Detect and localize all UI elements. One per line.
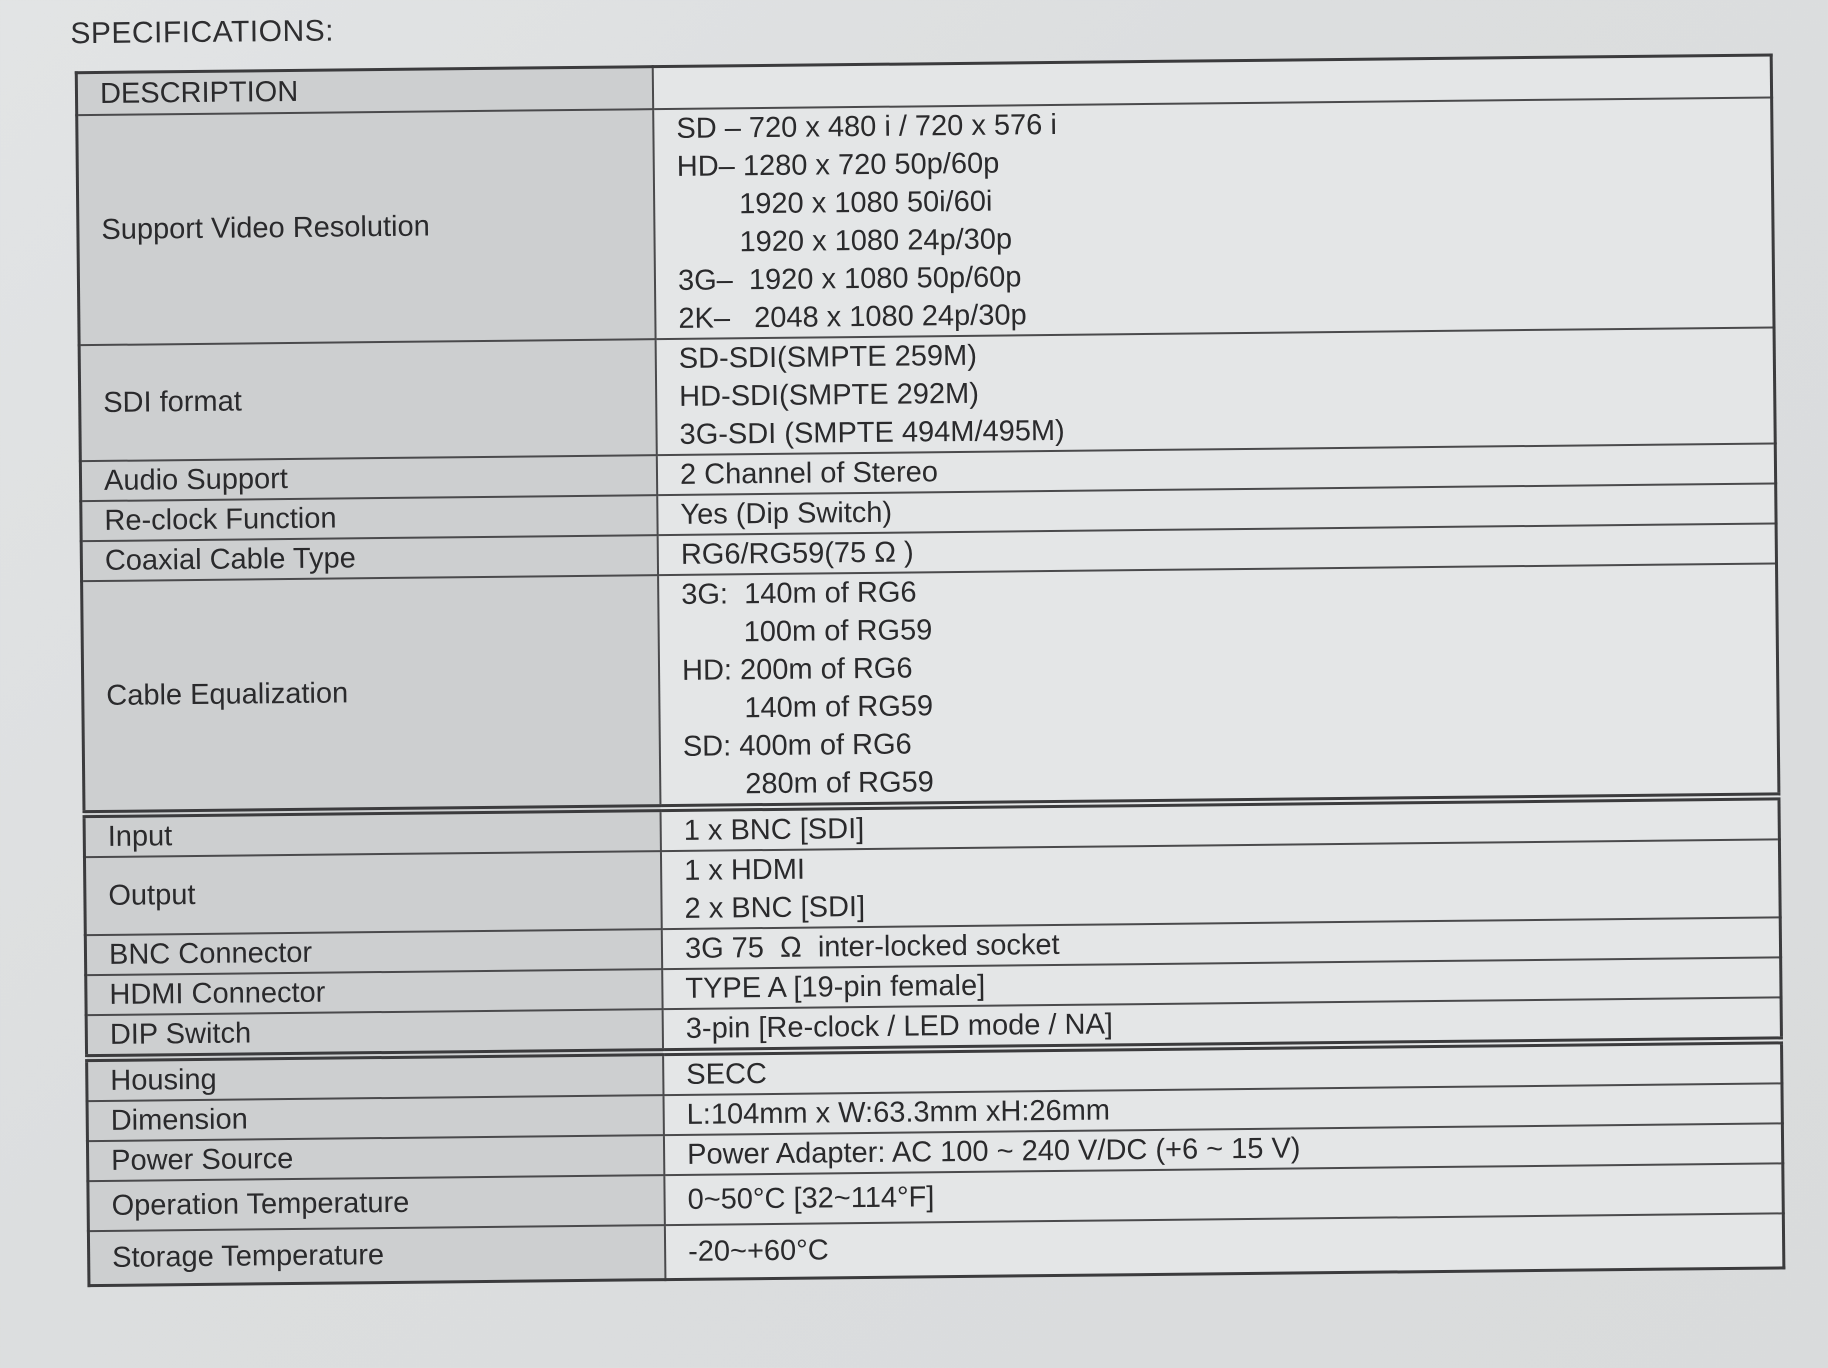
value-line: SD-SDI(SMPTE 259M) <box>678 339 978 375</box>
value-line: 1920 x 1080 50i/60i <box>739 185 993 221</box>
table-row <box>79 327 1775 461</box>
row-label: HDMI Connector <box>86 969 663 1015</box>
value-line: 2 x BNC [SDI] <box>684 890 866 925</box>
value-line: Yes (Dip Switch) <box>680 496 893 531</box>
value-line: 1 x BNC [SDI] <box>683 812 865 847</box>
value-line: 280m of RG59 <box>745 766 935 801</box>
value-line: 1920 x 1080 24p/30p <box>739 223 1013 259</box>
value-line: 3G– 1920 x 1080 50p/60p <box>677 261 1022 297</box>
value-line: HD: 200m of RG6 <box>681 652 913 687</box>
value-line: 140m of RG59 <box>744 690 934 725</box>
value-line: 3-pin [Re-clock / LED mode / NA] <box>685 1008 1114 1045</box>
value-line: 2 Channel of Stereo <box>679 456 939 491</box>
value-line: 2K– 2048 x 1080 24p/30p <box>678 299 1027 335</box>
value-line: 3G 75 Ω inter-locked socket <box>684 928 1060 965</box>
value-line: 1 x HDMI <box>683 853 806 887</box>
table-row <box>82 563 1779 814</box>
description-header: DESCRIPTION <box>76 67 653 116</box>
row-label: DIP Switch <box>86 1009 663 1058</box>
row-label: Housing <box>87 1052 664 1101</box>
value-line: TYPE A [19-pin female] <box>685 969 986 1005</box>
document-heading: SPECIFICATIONS: <box>70 14 335 51</box>
value-line: SECC <box>686 1058 768 1091</box>
value-line: SD: 400m of RG6 <box>682 728 912 763</box>
value-line: HD– 1280 x 720 50p/60p <box>676 147 1000 183</box>
row-label: Dimension <box>87 1095 664 1141</box>
value-line: 3G: 140m of RG6 <box>681 576 917 611</box>
row-label: Cable Equalization <box>82 575 661 814</box>
row-label: Operation Temperature <box>88 1175 665 1231</box>
row-label: BNC Connector <box>85 929 662 975</box>
specifications-table <box>75 53 1786 1287</box>
row-label: Audio Support <box>80 455 657 501</box>
row-label: Storage Temperature <box>88 1225 665 1286</box>
row-label: SDI format <box>79 339 657 461</box>
row-value <box>653 97 1774 339</box>
row-value <box>658 563 1779 808</box>
row-label: Support Video Resolution <box>77 109 656 345</box>
row-label: Coaxial Cable Type <box>81 535 658 581</box>
value-line: SD – 720 x 480 i / 720 x 576 i <box>676 108 1058 145</box>
value-line: 3G-SDI (SMPTE 494M/495M) <box>679 414 1065 451</box>
row-value <box>665 1213 1784 1279</box>
value-line: 100m of RG59 <box>743 614 933 649</box>
value-line: L:104mm x W:63.3mm xH:26mm <box>686 1094 1111 1131</box>
row-label: Power Source <box>87 1135 664 1181</box>
value-line: -20~+60°C <box>687 1234 829 1268</box>
row-value <box>661 839 1780 929</box>
value-line: HD-SDI(SMPTE 292M) <box>679 377 980 413</box>
value-line: 0~50°C [32~114°F] <box>687 1181 935 1216</box>
row-label: Input <box>84 808 661 857</box>
value-line: RG6/RG59(75 Ω ) <box>680 536 914 571</box>
row-label: Re-clock Function <box>81 495 658 541</box>
row-value <box>656 327 1776 455</box>
value-line: Power Adapter: AC 100 ~ 240 V/DC (+6 ~ 15 V) <box>686 1132 1301 1171</box>
row-label: Output <box>84 851 661 935</box>
table-row <box>77 97 1774 345</box>
